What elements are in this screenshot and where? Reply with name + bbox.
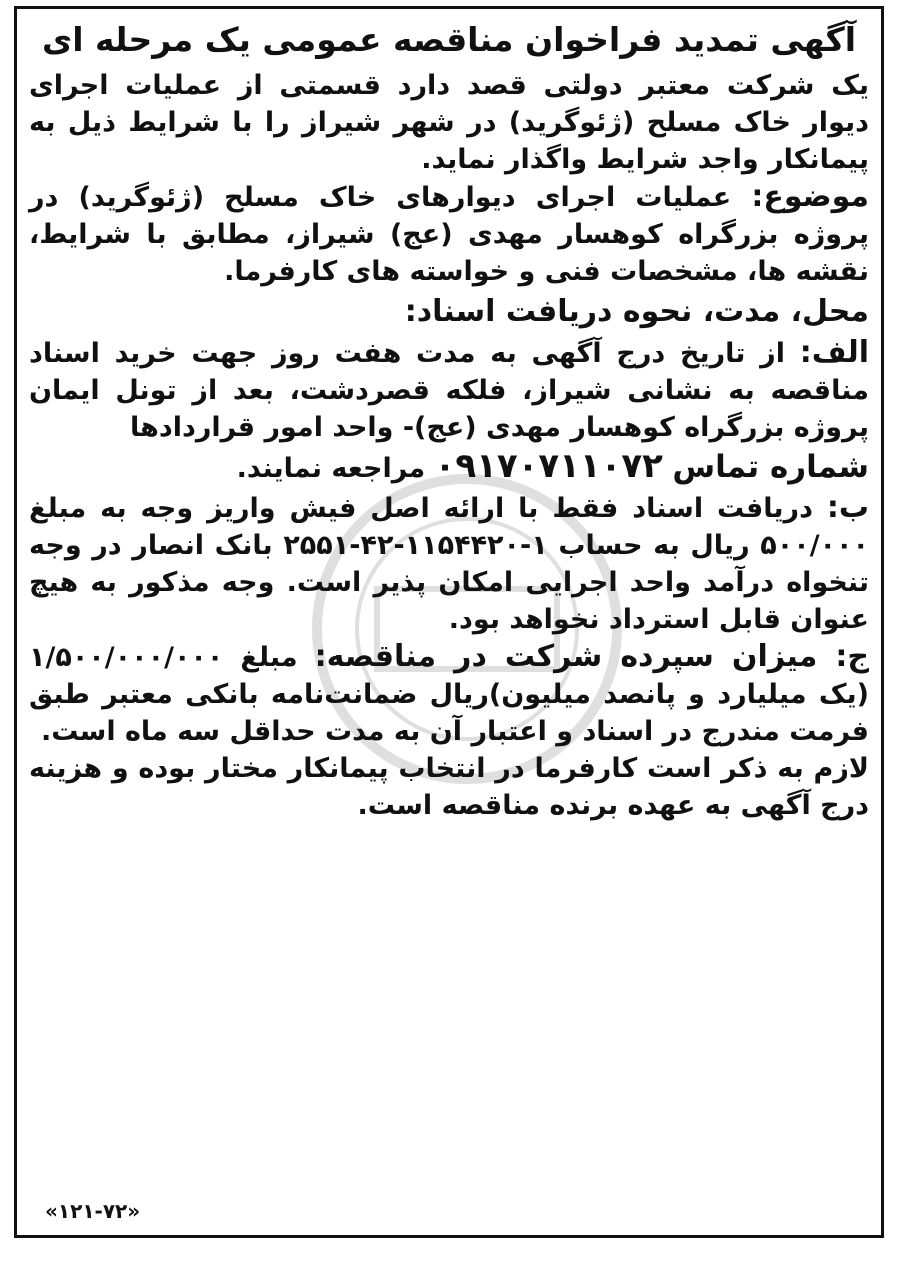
notice-frame [14,6,884,1238]
notice-code: «۱۲۱-۷۲» [45,1199,141,1223]
be-text: دریافت اسناد فقط با ارائه اصل فیش واریز وجه به مبلغ ۵۰۰/۰۰۰ ریال به حساب ۱-۱۱۵۴۴۲۰-۴۲-۲۵۵۱ بانک انصار در وجه تنخواه درآمد واحد اجرایی امکان پذیر است. وجه مذکور به هیچ عنوان قابل استرداد نخواهد بود. [29,493,869,635]
note-paragraph: لازم به ذکر است کارفرما در انتخاب پیمانکار مختار بوده و هزینه درج آگهی به عهده برنده مناقصه است. [29,753,869,821]
jim-label: ج: میزان سپرده شرکت در مناقصه: [314,639,869,674]
notice-content [29,17,869,1227]
subject-paragraph [29,178,869,290]
section-heading: محل، مدت، نحوه دریافت اسناد: [404,294,869,329]
jim-text: مبلغ ۱/۵۰۰/۰۰۰/۰۰۰ (یک میلیارد و پانصد میلیون)ریال ضمانت‌نامه بانکی معتبر طبق فرمت مندرج در اسناد و اعتبار آن به مدت حداقل سه ماه است. [29,642,869,747]
alef-label: الف: [799,335,869,370]
be-paragraph [29,489,869,638]
subject-text: عملیات اجرای دیوارهای خاک مسلح (ژئوگرید) در پروژه بزرگراه کوهسار مهدی (عج) شیراز، مطابق با شرایط، نقشه ها، مشخصات فنی و خواسته های کارفرما. [29,182,869,287]
phone-label: شماره تماس [672,449,869,485]
phone-line [29,446,869,489]
be-label: ب: [826,490,869,525]
jim-paragraph [29,638,869,750]
alef-text: از تاریخ درج آگهی به مدت هفت روز جهت خرید اسناد مناقصه به نشانی شیراز، فلکه قصردشت، بعد از تونل ایمان پروژه بزرگراه کوهسار مهدی (عج)- واحد امور قراردادها [29,338,869,443]
phone-number: ۰۹۱۷۰۷۱۱۰۷۲ [434,446,663,486]
alef-paragraph [29,334,869,446]
phone-suffix: مراجعه نمایند. [236,453,435,484]
intro-paragraph: یک شرکت معتبر دولتی قصد دارد قسمتی از عملیات اجرای دیوار خاک مسلح (ژئوگرید) در شهر شیراز را با شرایط ذیل به پیمانکار واجد شرایط واگذار نماید. [29,70,869,175]
subject-label: موضوع: [751,179,869,214]
notice-title: آگهی تمدید فراخوان مناقصه عمومی یک مرحله ای [41,20,857,59]
